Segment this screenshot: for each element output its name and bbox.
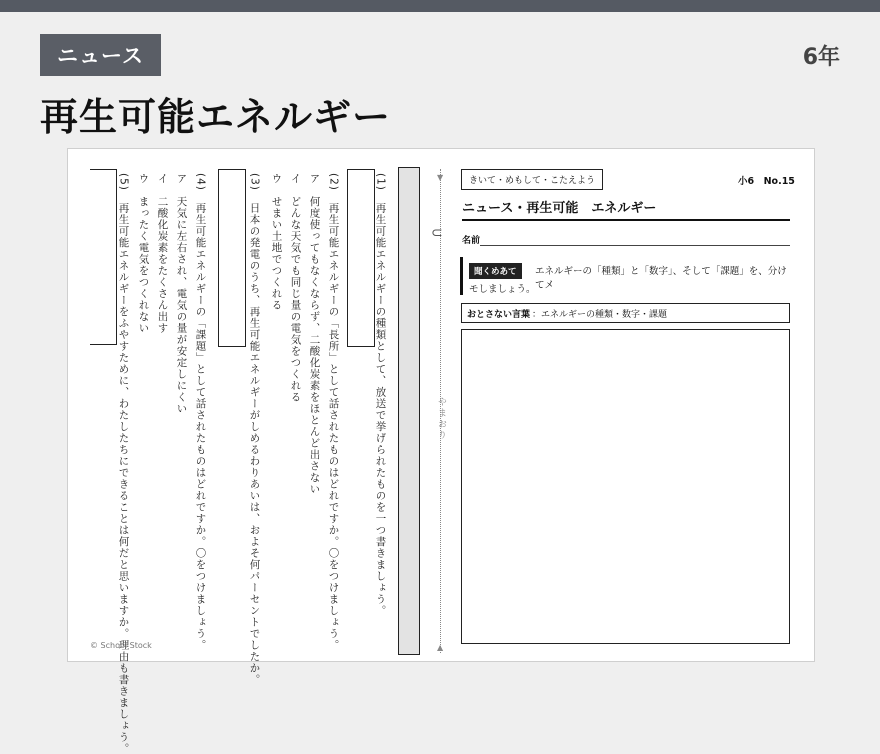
page-title: 再生可能エネルギー bbox=[40, 95, 392, 139]
question-4-option-u: ウ まったく電気をつくれない bbox=[137, 173, 150, 334]
question-4-option-i: イ 二酸化炭素をたくさん出す bbox=[156, 173, 169, 334]
top-bar bbox=[0, 0, 880, 12]
name-line bbox=[480, 245, 790, 246]
name-label: 名前 bbox=[462, 236, 481, 246]
question-2-option-i: イ どんな天気でも同じ量の電気をつくれる bbox=[289, 173, 302, 403]
key-words-box bbox=[461, 303, 790, 323]
instruction-box bbox=[398, 167, 420, 655]
answer-box-5 bbox=[90, 169, 117, 345]
activity-tag: きいて・めもして・こたえよう bbox=[461, 169, 603, 190]
worksheet-preview bbox=[67, 148, 815, 754]
listening-goal bbox=[460, 257, 793, 295]
copyright: © School Stock bbox=[90, 641, 152, 650]
category-badge: ニュース bbox=[40, 34, 161, 76]
sheet-number: 小6 No.15 bbox=[738, 176, 795, 187]
fold-arrow-top-icon: ▼ bbox=[437, 173, 444, 182]
key-words-label: おとさない言葉 bbox=[467, 310, 531, 320]
fold-arrow-bottom-icon: ▲ bbox=[437, 643, 444, 652]
title-underline bbox=[462, 219, 790, 221]
question-2-option-u: ウ せまい土地でつくれる bbox=[270, 173, 283, 311]
answer-box-1 bbox=[347, 169, 375, 347]
scissors-fold-icon: ⊂ bbox=[431, 225, 443, 241]
question-2-option-a: ア 何度使ってもなくならず、二酸化炭素をほとんど出さない bbox=[308, 173, 321, 495]
memo-box bbox=[461, 329, 790, 644]
question-4: (4) 再生可能エネルギーの「課題」として話されたものはどれですか。〇をつけましょう。 bbox=[194, 173, 207, 651]
listening-goal-badge: 聞くめあて bbox=[469, 263, 522, 279]
question-1: (1) 再生可能エネルギーの種類として、放送で挙げられたものを一つ書きましょう。 bbox=[374, 173, 387, 617]
worksheet-title: ニュース・再生可能 エネルギー bbox=[462, 201, 657, 216]
listening-goal-text-2: モしましょう。 bbox=[469, 284, 536, 295]
question-4-option-a: ア 天気に左右され、電気の量が安定しにくい bbox=[175, 173, 188, 415]
question-3: (3) 日本の発電のうち、再生可能エネルギーがしめるわりあいは、およそ何パーセントでしたか。 bbox=[248, 173, 261, 686]
question-5: (5) 再生可能エネルギーをふやすために、わたしたちにできることは何だと思いますか。理由も書きましょう。 bbox=[117, 173, 130, 754]
grade-label: 6年 bbox=[802, 45, 840, 70]
answer-box-3 bbox=[218, 169, 246, 347]
listening-goal-text-1: エネルギーの「種類」と「数字」、そして「課題」を、分けてメ bbox=[535, 266, 787, 291]
question-2: (2) 再生可能エネルギーの「長所」として話されたものはどれですか。〇をつけましょう。 bbox=[327, 173, 340, 651]
fold-label: やまおり bbox=[436, 397, 446, 441]
key-words-text: ：エネルギーの種類・数字・課題 bbox=[532, 310, 668, 320]
